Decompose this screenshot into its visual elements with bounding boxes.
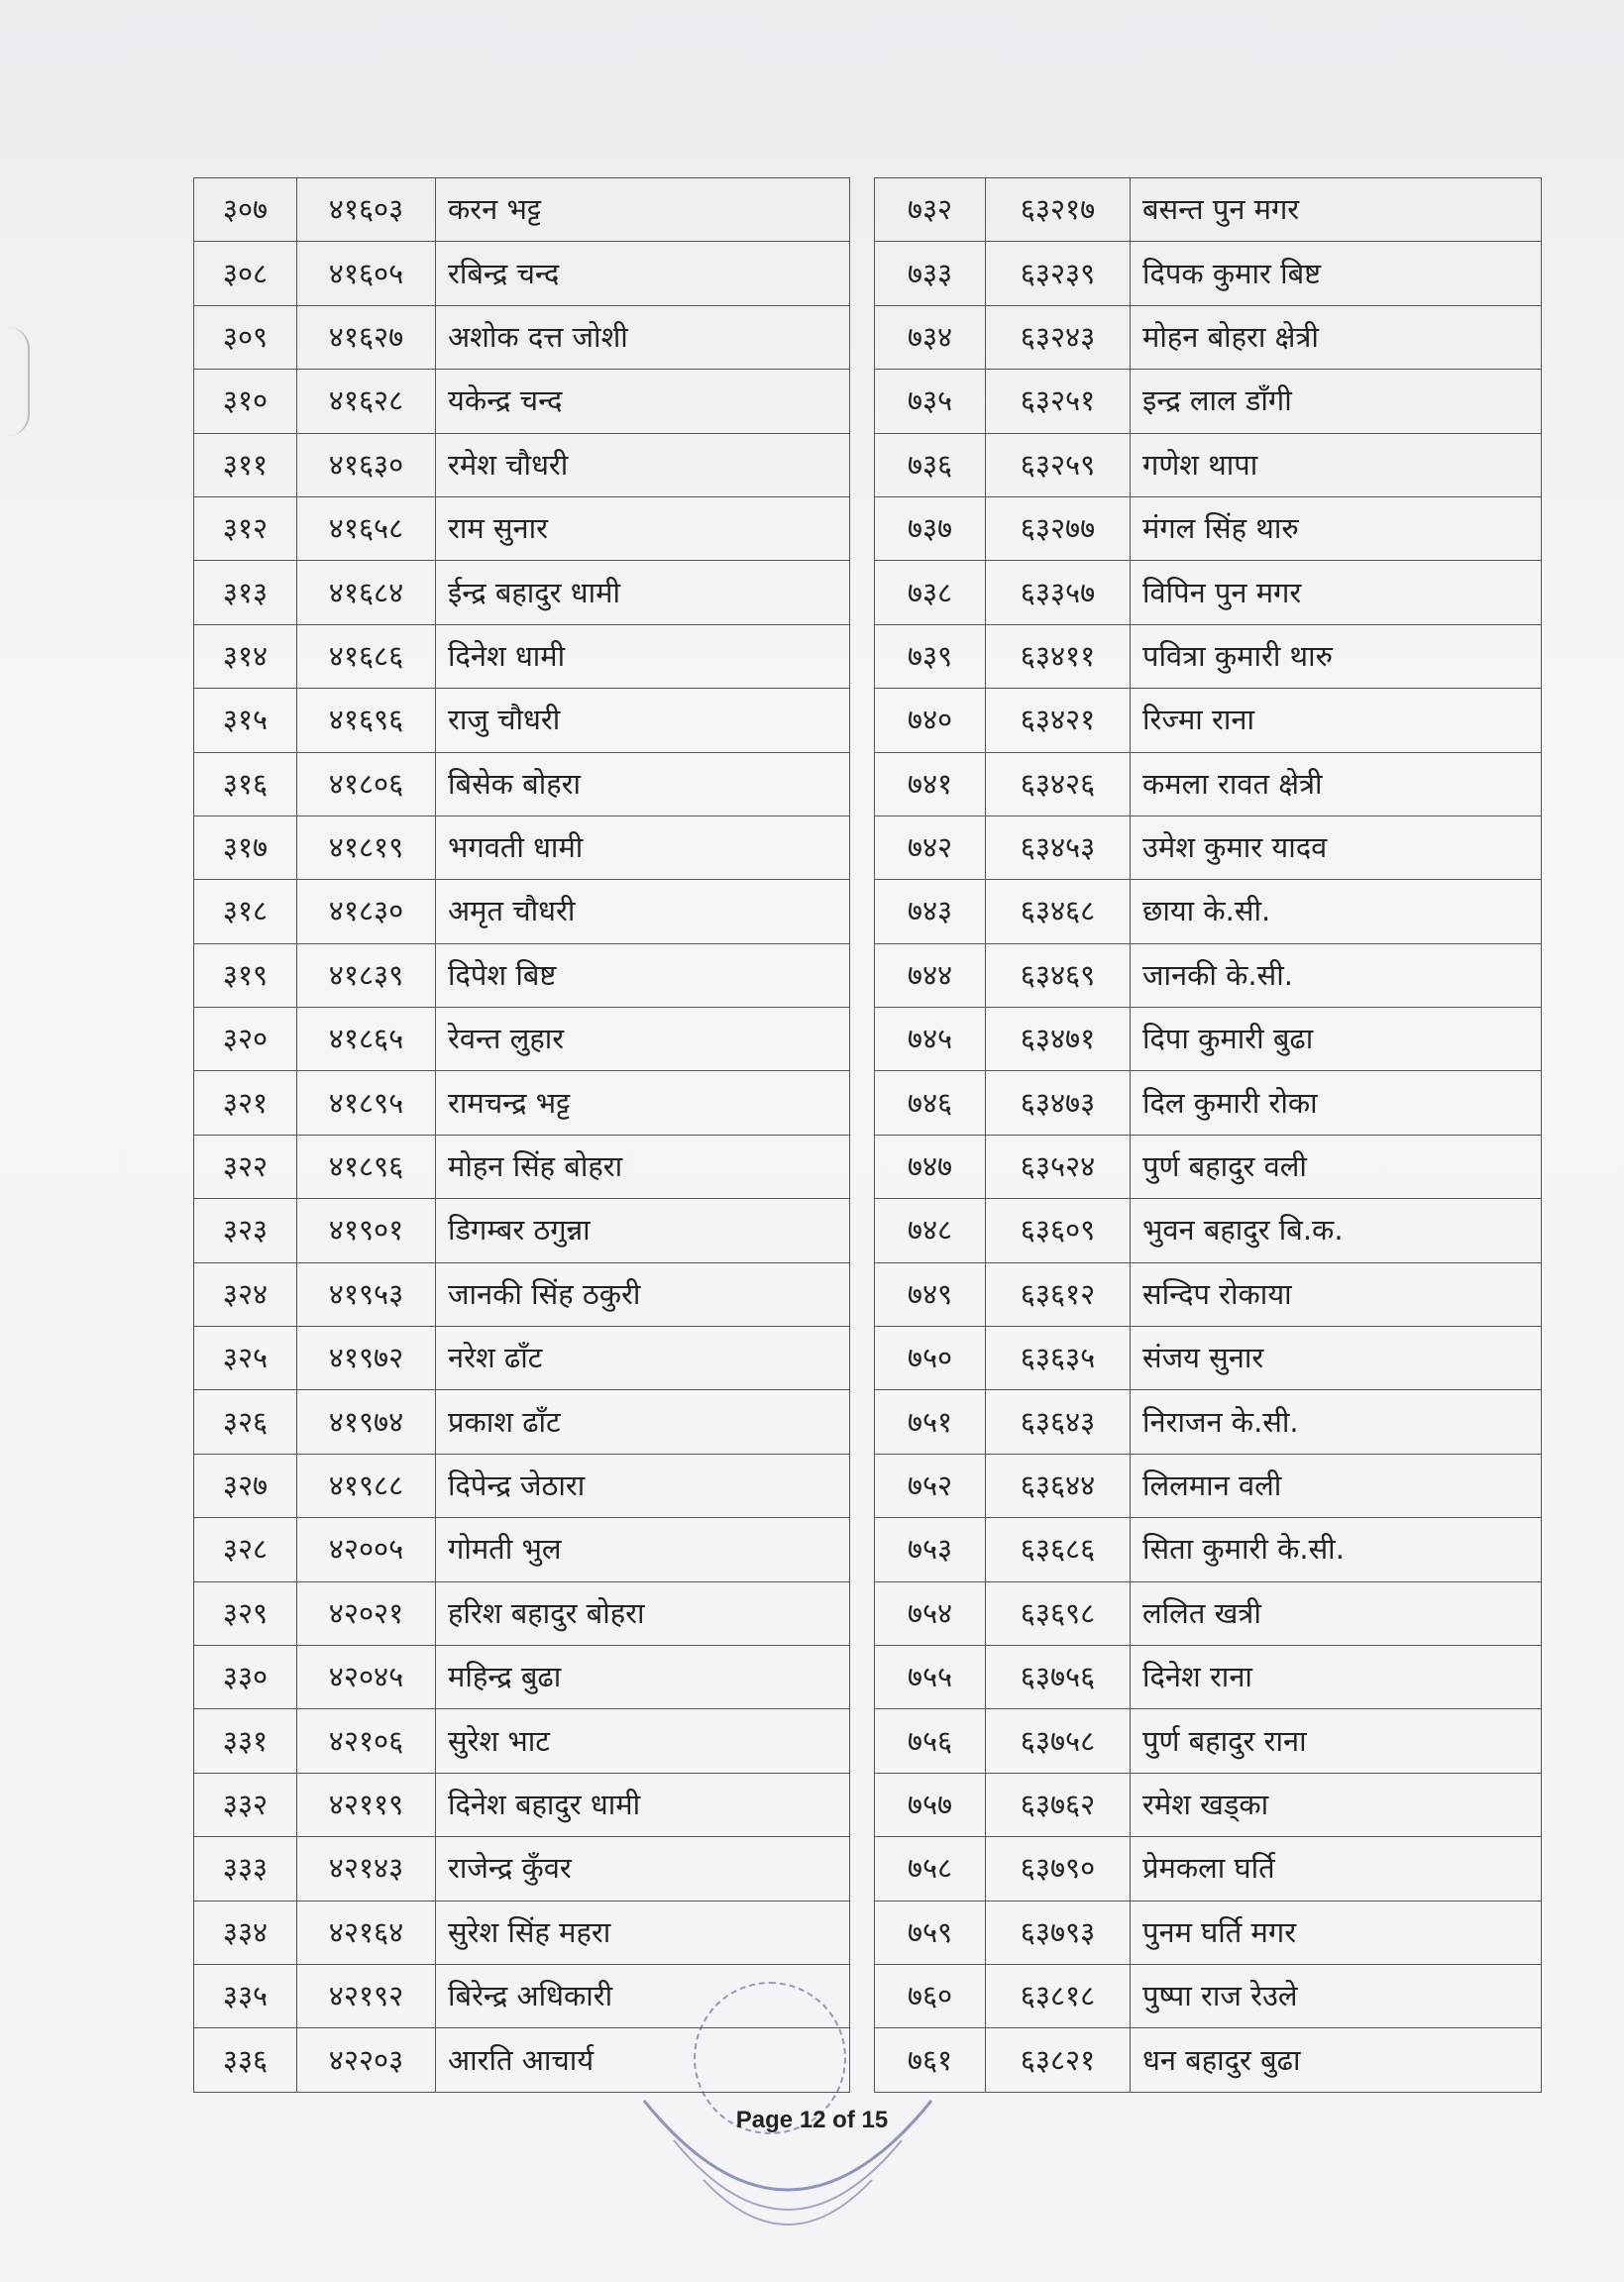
- symbol-number: ४२१६४: [297, 1901, 436, 1964]
- symbol-number: ६३४२१: [986, 689, 1131, 752]
- symbol-number: ४२११९: [297, 1773, 436, 1836]
- symbol-number: ४२००५: [297, 1518, 436, 1581]
- candidate-name: कमला रावत क्षेत्री: [1131, 752, 1542, 815]
- symbol-number: ४१८१९: [297, 815, 436, 879]
- serial-number: ७३४: [875, 305, 986, 369]
- table-row: [194, 624, 850, 688]
- candidate-name: दिपेश बिष्ट: [436, 943, 850, 1007]
- symbol-number: ६३४७१: [986, 1008, 1131, 1071]
- candidate-name: प्रेमकला घर्ति: [1131, 1837, 1542, 1901]
- symbol-number: ६३८१८: [986, 1964, 1131, 2027]
- serial-number: ७५७: [875, 1773, 986, 1836]
- serial-number: ७४७: [875, 1135, 986, 1198]
- candidate-name: उमेश कुमार यादव: [1131, 815, 1542, 879]
- symbol-number: ४२१०६: [297, 1709, 436, 1773]
- serial-number: ७३३: [875, 242, 986, 305]
- symbol-number: ६३५२४: [986, 1135, 1131, 1198]
- symbol-number: ६३६०९: [986, 1199, 1131, 1262]
- serial-number: ३२०: [194, 1008, 297, 1071]
- candidate-name: डिगम्बर ठगुन्ना: [436, 1199, 850, 1262]
- table-row: [194, 943, 850, 1007]
- serial-number: ३२५: [194, 1327, 297, 1390]
- table-row: [194, 1581, 850, 1645]
- table-row: [194, 1773, 850, 1836]
- candidate-name: छाया के.सी.: [1131, 880, 1542, 943]
- candidate-name: भुवन बहादुर बि.क.: [1131, 1199, 1542, 1262]
- symbol-number: ६३७५६: [986, 1645, 1131, 1708]
- symbol-number: ६३६४३: [986, 1390, 1131, 1454]
- candidate-name: प्रकाश ढाँट: [436, 1390, 850, 1454]
- candidate-name: दिनेश बहादुर धामी: [436, 1773, 850, 1836]
- serial-number: ३२७: [194, 1454, 297, 1517]
- symbol-number: ४१८०६: [297, 752, 436, 815]
- candidate-name: दिपा कुमारी बुढा: [1131, 1008, 1542, 1071]
- symbol-number: ४१८३९: [297, 943, 436, 1007]
- serial-number: ३३१: [194, 1709, 297, 1773]
- symbol-number: ६३२७७: [986, 496, 1131, 560]
- symbol-number: ४१९०१: [297, 1199, 436, 1262]
- serial-number: ३१९: [194, 943, 297, 1007]
- serial-number: ७४१: [875, 752, 986, 815]
- table-row: [875, 1773, 1542, 1836]
- symbol-number: ६३२५९: [986, 433, 1131, 496]
- table-row: [194, 305, 850, 369]
- serial-number: ३१६: [194, 752, 297, 815]
- symbol-number: ४१८६५: [297, 1008, 436, 1071]
- table-row: [194, 880, 850, 943]
- symbol-number: ६३६९८: [986, 1581, 1131, 1645]
- symbol-number: ४१६२७: [297, 305, 436, 369]
- symbol-number: ६३२३९: [986, 242, 1131, 305]
- symbol-number: ६३३५७: [986, 561, 1131, 624]
- table-row: [875, 242, 1542, 305]
- serial-number: ३३४: [194, 1901, 297, 1964]
- serial-number: ३३५: [194, 1964, 297, 2027]
- serial-number: ७४६: [875, 1071, 986, 1135]
- candidate-name: पवित्रा कुमारी थारु: [1131, 624, 1542, 688]
- table-row: [875, 496, 1542, 560]
- table-row: [875, 1964, 1542, 2027]
- symbol-number: ६३८२१: [986, 2028, 1131, 2092]
- page-footer: Page 12 of 15: [735, 2107, 889, 2133]
- candidate-name: यकेन्द्र चन्द: [436, 370, 850, 433]
- table-row: [194, 689, 850, 752]
- serial-number: ७५३: [875, 1518, 986, 1581]
- symbol-number: ६३२४३: [986, 305, 1131, 369]
- table-row: [875, 943, 1542, 1007]
- symbol-number: ६३४११: [986, 624, 1131, 688]
- symbol-number: ६३२५१: [986, 370, 1131, 433]
- candidate-name: दिनेश राना: [1131, 1645, 1542, 1708]
- symbol-number: ४१८३०: [297, 880, 436, 943]
- candidate-name: अशोक दत्त जोशी: [436, 305, 850, 369]
- table-row: [875, 1199, 1542, 1262]
- symbol-number: ४२०२१: [297, 1581, 436, 1645]
- right-results-table: [874, 177, 1542, 2093]
- symbol-number: ६३६३५: [986, 1327, 1131, 1390]
- table-row: [194, 433, 850, 496]
- symbol-number: ६३६८६: [986, 1518, 1131, 1581]
- candidate-name: गणेश थापा: [1131, 433, 1542, 496]
- candidate-name: हरिश बहादुर बोहरा: [436, 1581, 850, 1645]
- candidate-name: रबिन्द्र चन्द: [436, 242, 850, 305]
- table-row: [875, 1645, 1542, 1708]
- serial-number: ३१३: [194, 561, 297, 624]
- table-row: [875, 1071, 1542, 1135]
- serial-number: ७५०: [875, 1327, 986, 1390]
- symbol-number: ४१६९६: [297, 689, 436, 752]
- candidate-name: दिपक कुमार बिष्ट: [1131, 242, 1542, 305]
- candidate-name: जानकी के.सी.: [1131, 943, 1542, 1007]
- symbol-number: ६३४७३: [986, 1071, 1131, 1135]
- symbol-number: ६३४२६: [986, 752, 1131, 815]
- serial-number: ३०७: [194, 178, 297, 242]
- table-row: [875, 433, 1542, 496]
- table-row: [194, 1071, 850, 1135]
- candidate-name: सुरेश सिंह महरा: [436, 1901, 850, 1964]
- symbol-number: ६३४६९: [986, 943, 1131, 1007]
- serial-number: ७४०: [875, 689, 986, 752]
- table-row: [194, 1199, 850, 1262]
- table-row: [875, 880, 1542, 943]
- symbol-number: ४१६०५: [297, 242, 436, 305]
- table-row: [194, 1390, 850, 1454]
- symbol-number: ४१९८८: [297, 1454, 436, 1517]
- candidate-name: इन्द्र लाल डाँगी: [1131, 370, 1542, 433]
- symbol-number: ४१८९६: [297, 1135, 436, 1198]
- table-row: [875, 2028, 1542, 2092]
- table-row: [875, 752, 1542, 815]
- symbol-number: ६३७९०: [986, 1837, 1131, 1901]
- candidate-name: सिता कुमारी के.सी.: [1131, 1518, 1542, 1581]
- table-row: [875, 1709, 1542, 1773]
- candidate-name: पुर्ण बहादुर वली: [1131, 1135, 1542, 1198]
- serial-number: ३२१: [194, 1071, 297, 1135]
- symbol-number: ४१८९५: [297, 1071, 436, 1135]
- table-row: [194, 1135, 850, 1198]
- serial-number: ३०८: [194, 242, 297, 305]
- table-row: [194, 1008, 850, 1071]
- candidate-name: सुरेश भाट: [436, 1709, 850, 1773]
- table-row: [875, 1581, 1542, 1645]
- candidate-name: धन बहादुर बुढा: [1131, 2028, 1542, 2092]
- table-row: [875, 370, 1542, 433]
- candidate-name: पुष्पा राज रेउले: [1131, 1964, 1542, 2027]
- candidate-name: ईन्द्र बहादुर धामी: [436, 561, 850, 624]
- serial-number: ७५५: [875, 1645, 986, 1708]
- serial-number: ३२८: [194, 1518, 297, 1581]
- table-row: [875, 1327, 1542, 1390]
- symbol-number: ४१६३०: [297, 433, 436, 496]
- table-row: [875, 1135, 1542, 1198]
- serial-number: ७५६: [875, 1709, 986, 1773]
- symbol-number: ४२१४३: [297, 1837, 436, 1901]
- table-row: [194, 1454, 850, 1517]
- candidate-name: गोमती भुल: [436, 1518, 850, 1581]
- serial-number: ७३९: [875, 624, 986, 688]
- candidate-name: पुर्ण बहादुर राना: [1131, 1709, 1542, 1773]
- serial-number: ३१७: [194, 815, 297, 879]
- candidate-name: आरति आचार्य: [436, 2028, 850, 2092]
- candidate-name: मोहन सिंह बोहरा: [436, 1135, 850, 1198]
- left-results-table: [193, 177, 850, 2093]
- table-row: [194, 1327, 850, 1390]
- candidate-name: रामचन्द्र भट्ट: [436, 1071, 850, 1135]
- table-row: [194, 1837, 850, 1901]
- table-row: [875, 1262, 1542, 1326]
- table-row: [194, 561, 850, 624]
- serial-number: ३१५: [194, 689, 297, 752]
- serial-number: ७५४: [875, 1581, 986, 1645]
- serial-number: ३३०: [194, 1645, 297, 1708]
- serial-number: ३३२: [194, 1773, 297, 1836]
- symbol-number: ६३२१७: [986, 178, 1131, 242]
- symbol-number: ४१६५८: [297, 496, 436, 560]
- serial-number: ३१०: [194, 370, 297, 433]
- candidate-name: रमेश खड्का: [1131, 1773, 1542, 1836]
- candidate-name: रेवन्त लुहार: [436, 1008, 850, 1071]
- table-row: [875, 1837, 1542, 1901]
- candidate-name: संजय सुनार: [1131, 1327, 1542, 1390]
- serial-number: ७३७: [875, 496, 986, 560]
- symbol-number: ६३७६२: [986, 1773, 1131, 1836]
- table-row: [194, 496, 850, 560]
- symbol-number: ४१९५३: [297, 1262, 436, 1326]
- serial-number: ३१४: [194, 624, 297, 688]
- candidate-name: पुनम घर्ति मगर: [1131, 1901, 1542, 1964]
- candidate-name: लिलमान वली: [1131, 1454, 1542, 1517]
- serial-number: ७६१: [875, 2028, 986, 2092]
- table-row: [194, 752, 850, 815]
- candidate-name: राजु चौधरी: [436, 689, 850, 752]
- table-row: [194, 1518, 850, 1581]
- symbol-number: ४१६८६: [297, 624, 436, 688]
- candidate-name: मोहन बोहरा क्षेत्री: [1131, 305, 1542, 369]
- serial-number: ७३६: [875, 433, 986, 496]
- candidate-name: बसन्त पुन मगर: [1131, 178, 1542, 242]
- serial-number: ७४२: [875, 815, 986, 879]
- candidate-name: सन्दिप रोकाया: [1131, 1262, 1542, 1326]
- serial-number: ७३८: [875, 561, 986, 624]
- candidate-name: दिनेश धामी: [436, 624, 850, 688]
- symbol-number: ४१६८४: [297, 561, 436, 624]
- serial-number: ३०९: [194, 305, 297, 369]
- candidate-name: नरेश ढाँट: [436, 1327, 850, 1390]
- table-row: [194, 1901, 850, 1964]
- table-row: [875, 1518, 1542, 1581]
- symbol-number: ४१६०३: [297, 178, 436, 242]
- symbol-number: ४१६२८: [297, 370, 436, 433]
- serial-number: ७५९: [875, 1901, 986, 1964]
- serial-number: ३१८: [194, 880, 297, 943]
- serial-number: ७५१: [875, 1390, 986, 1454]
- candidate-name: अमृत चौधरी: [436, 880, 850, 943]
- symbol-number: ६३६१२: [986, 1262, 1131, 1326]
- candidate-name: करन भट्ट: [436, 178, 850, 242]
- serial-number: ७४८: [875, 1199, 986, 1262]
- symbol-number: ४१९७२: [297, 1327, 436, 1390]
- table-row: [875, 305, 1542, 369]
- serial-number: ३३३: [194, 1837, 297, 1901]
- symbol-number: ४२०४५: [297, 1645, 436, 1708]
- serial-number: ७६०: [875, 1964, 986, 2027]
- serial-number: ३२६: [194, 1390, 297, 1454]
- serial-number: ७४३: [875, 880, 986, 943]
- table-row: [875, 815, 1542, 879]
- serial-number: ७५८: [875, 1837, 986, 1901]
- table-row: [194, 1645, 850, 1708]
- candidate-name: रमेश चौधरी: [436, 433, 850, 496]
- table-row: [194, 815, 850, 879]
- candidate-name: भगवती धामी: [436, 815, 850, 879]
- table-row: [875, 1454, 1542, 1517]
- serial-number: ३२३: [194, 1199, 297, 1262]
- symbol-number: ६३४५३: [986, 815, 1131, 879]
- candidate-name: जानकी सिंह ठकुरी: [436, 1262, 850, 1326]
- candidate-name: राम सुनार: [436, 496, 850, 560]
- serial-number: ३२९: [194, 1581, 297, 1645]
- serial-number: ३२४: [194, 1262, 297, 1326]
- candidate-name: राजेन्द्र कुँवर: [436, 1837, 850, 1901]
- serial-number: ७३५: [875, 370, 986, 433]
- table-row: [875, 561, 1542, 624]
- table-row: [194, 178, 850, 242]
- serial-number: ३२२: [194, 1135, 297, 1198]
- table-row: [875, 1901, 1542, 1964]
- table-row: [875, 689, 1542, 752]
- candidate-name: मंगल सिंह थारु: [1131, 496, 1542, 560]
- table-row: [194, 242, 850, 305]
- symbol-number: ४२२०३: [297, 2028, 436, 2092]
- serial-number: ७५२: [875, 1454, 986, 1517]
- symbol-number: ६३७९३: [986, 1901, 1131, 1964]
- table-row: [194, 1709, 850, 1773]
- serial-number: ३३६: [194, 2028, 297, 2092]
- table-row: [194, 370, 850, 433]
- serial-number: ७४९: [875, 1262, 986, 1326]
- table-row: [875, 1008, 1542, 1071]
- symbol-number: ६३७५८: [986, 1709, 1131, 1773]
- table-row: [875, 624, 1542, 688]
- serial-number: ७४४: [875, 943, 986, 1007]
- table-row: [875, 178, 1542, 242]
- candidate-name: बिसेक बोहरा: [436, 752, 850, 815]
- candidate-name: दिपेन्द्र जेठारा: [436, 1454, 850, 1517]
- serial-number: ३११: [194, 433, 297, 496]
- serial-number: ७४५: [875, 1008, 986, 1071]
- binding-mark: [8, 327, 30, 436]
- symbol-number: ४१९७४: [297, 1390, 436, 1454]
- table-row: [875, 1390, 1542, 1454]
- serial-number: ७३२: [875, 178, 986, 242]
- symbol-number: ६३६४४: [986, 1454, 1131, 1517]
- candidate-name: निराजन के.सी.: [1131, 1390, 1542, 1454]
- symbol-number: ४२१९२: [297, 1964, 436, 2027]
- candidate-name: महिन्द्र बुढा: [436, 1645, 850, 1708]
- candidate-name: रिज्मा राना: [1131, 689, 1542, 752]
- serial-number: ३१२: [194, 496, 297, 560]
- candidate-name: दिल कुमारी रोका: [1131, 1071, 1542, 1135]
- table-row: [194, 1262, 850, 1326]
- candidate-name: बिरेन्द्र अधिकारी: [436, 1964, 850, 2027]
- candidate-name: ललित खत्री: [1131, 1581, 1542, 1645]
- symbol-number: ६३४६८: [986, 880, 1131, 943]
- candidate-name: विपिन पुन मगर: [1131, 561, 1542, 624]
